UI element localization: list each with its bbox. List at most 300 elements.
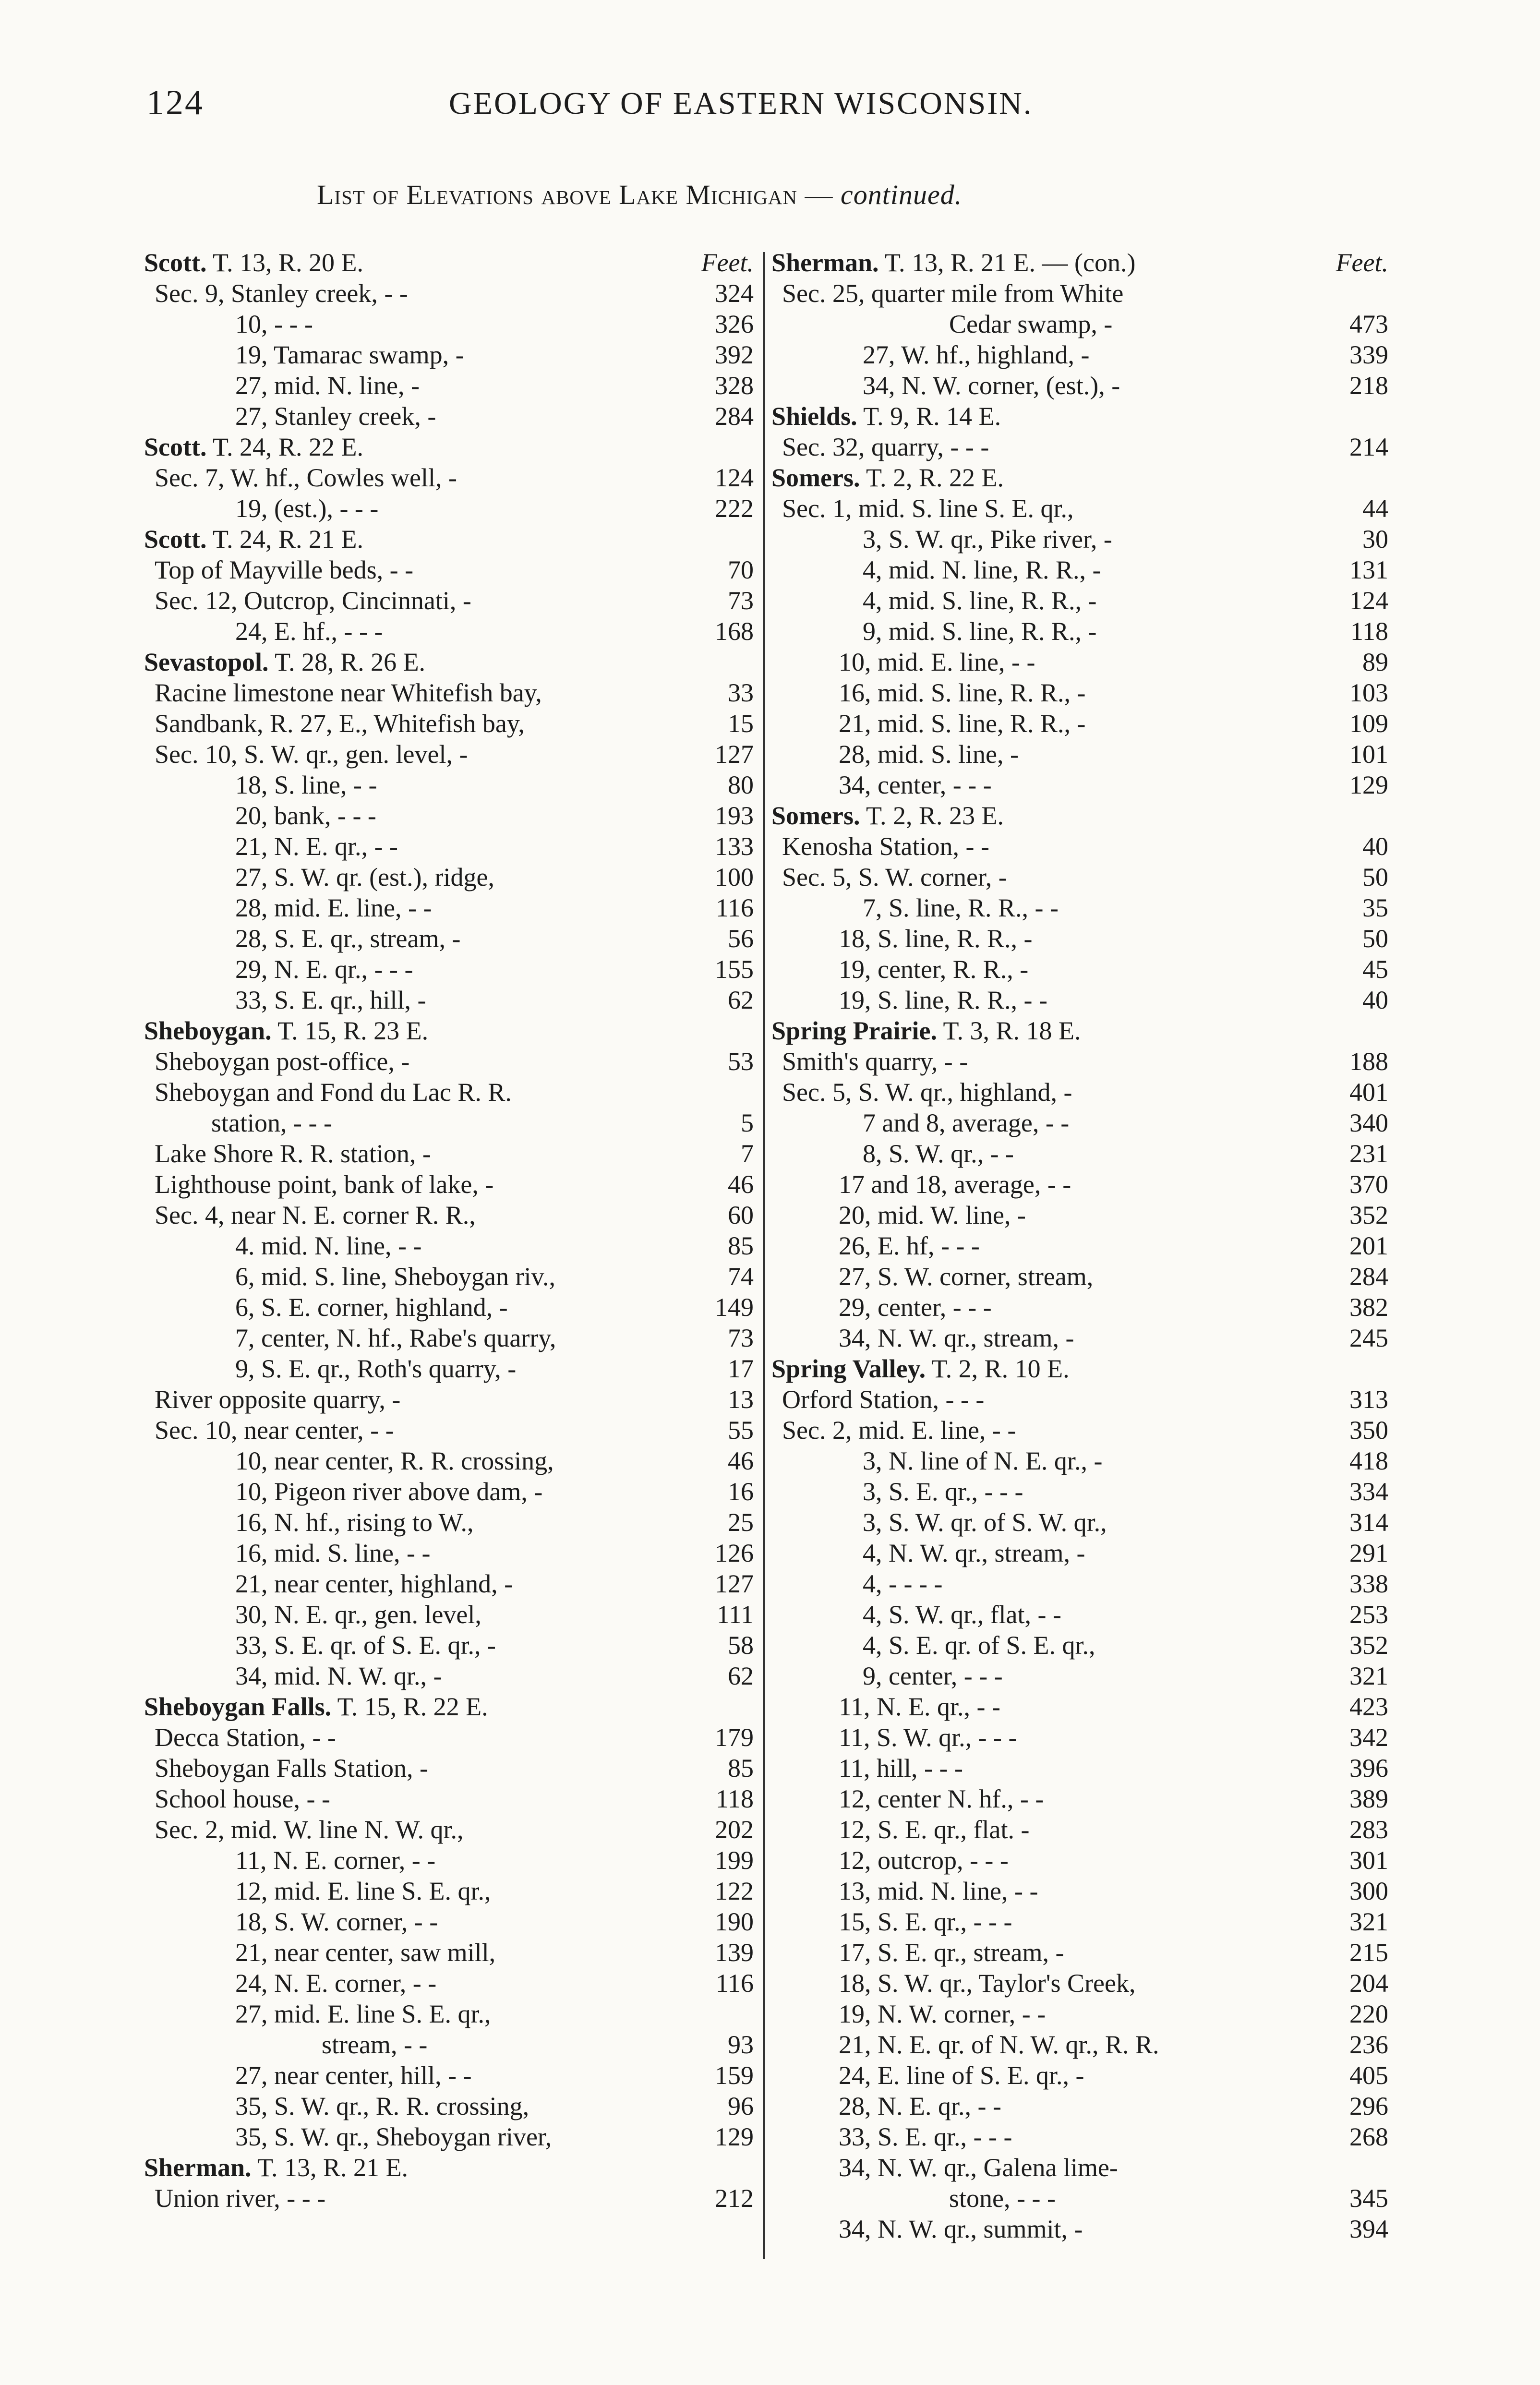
location-text: 28, S. E. qr., stream, - <box>235 924 461 953</box>
location-text: Sec. 4, near N. E. corner R. R., <box>155 1201 476 1229</box>
township-range: T. 13, R. 20 E. <box>206 248 363 277</box>
elevation-value: 231 <box>1349 1139 1388 1168</box>
elevation-row <box>144 309 754 339</box>
location-text: 27, S. W. qr. (est.), ridge, <box>235 863 494 891</box>
elevation-value: 326 <box>715 310 754 338</box>
elevation-value: 109 <box>1349 709 1388 738</box>
elevation-value: 127 <box>715 740 754 769</box>
elevation-row <box>771 2060 1388 2091</box>
elevation-row <box>771 954 1388 985</box>
elevation-row <box>144 1630 754 1661</box>
elevation-value: 93 <box>728 2030 754 2059</box>
page-number: 124 <box>146 83 204 122</box>
elevation-value: 155 <box>715 955 754 984</box>
elevation-value: 179 <box>715 1723 754 1752</box>
heading-text <box>144 247 363 278</box>
location-text: 28, mid. S. line, - <box>839 740 1019 769</box>
elevation-row <box>771 1077 1388 1108</box>
location-text: 34, center, - - - <box>839 771 992 799</box>
elevation-row <box>144 1230 754 1261</box>
location-text: 20, bank, - - - <box>235 801 376 830</box>
elevation-value: 212 <box>715 2184 754 2213</box>
elevation-row <box>771 1906 1388 1937</box>
location-text: 34, mid. N. W. qr., - <box>235 1662 442 1690</box>
town-name: Spring Valley. <box>771 1354 926 1383</box>
elevation-row <box>144 1661 754 1691</box>
location-text: 18, S. W. qr., Taylor's Creek, <box>839 1969 1136 1998</box>
township-heading <box>771 800 1388 831</box>
location-text: 33, S. E. qr., - - - <box>839 2122 1012 2151</box>
township-heading <box>771 1015 1388 1046</box>
elevation-row <box>144 1353 754 1384</box>
location-text: 16, mid. S. line, R. R., - <box>839 678 1086 707</box>
elevation-value: 124 <box>1349 586 1388 615</box>
elevation-value: 124 <box>715 463 754 492</box>
elevation-row <box>771 1046 1388 1077</box>
elevation-row <box>771 1937 1388 1968</box>
subtitle-main: List of Elevations above Lake Michigan — <box>317 179 833 210</box>
location-text: 27, W. hf., highland, - <box>863 340 1090 369</box>
elevation-row <box>144 1538 754 1568</box>
township-heading <box>144 524 754 554</box>
location-text: Decca Station, - - <box>155 1723 336 1752</box>
township-range: T. 13, R. 21 E. — (con.) <box>878 248 1136 277</box>
heading-text <box>144 524 363 554</box>
elevation-row <box>144 1599 754 1630</box>
elevation-value: 40 <box>1362 832 1388 861</box>
elevation-row <box>771 708 1388 739</box>
elevation-value: 334 <box>1349 1477 1388 1506</box>
heading-text <box>771 1353 1070 1384</box>
elevation-row <box>771 770 1388 800</box>
elevation-row <box>771 985 1388 1015</box>
location-text: 21, near center, highland, - <box>235 1569 513 1598</box>
heading-text <box>771 247 1135 278</box>
location-text: 4, mid. S. line, R. R., - <box>863 586 1097 615</box>
elevation-value: 5 <box>741 1108 754 1137</box>
elevation-value: 101 <box>1349 740 1388 769</box>
location-text: 9, center, - - - <box>863 1662 1003 1690</box>
elevation-row <box>144 1138 754 1169</box>
elevation-row <box>771 831 1388 862</box>
township-range: T. 15, R. 23 E. <box>271 1016 429 1045</box>
location-text: 4, S. E. qr. of S. E. qr., <box>863 1631 1095 1660</box>
elevation-row <box>771 2029 1388 2060</box>
elevation-value: 159 <box>715 2061 754 2090</box>
location-text: 16, mid. S. line, - - <box>235 1539 431 1567</box>
location-text: Smith's quarry, - - <box>782 1047 968 1076</box>
elevation-value: 53 <box>728 1047 754 1076</box>
elevation-value: 103 <box>1349 678 1388 707</box>
location-text: 24, N. E. corner, - - <box>235 1969 437 1998</box>
elevation-value: 423 <box>1349 1692 1388 1721</box>
elevation-row <box>144 339 754 370</box>
elevation-row <box>771 370 1388 401</box>
location-text: Union river, - - - <box>155 2184 326 2213</box>
elevation-value: 149 <box>715 1293 754 1322</box>
elevation-row <box>144 1200 754 1230</box>
elevation-row <box>144 2183 754 2214</box>
elevation-value: 352 <box>1349 1201 1388 1229</box>
location-text: Orford Station, - - - <box>782 1385 985 1414</box>
location-text: 33, S. E. qr., hill, - <box>235 986 426 1014</box>
location-text: 19, center, R. R., - <box>839 955 1029 984</box>
location-text: 10, - - - <box>235 310 313 338</box>
elevation-row <box>144 462 754 493</box>
location-text: Sec. 5, S. W. qr., highland, - <box>782 1078 1072 1107</box>
location-text: Sheboygan post-office, - <box>155 1047 410 1076</box>
location-text: Cedar swamp, - <box>949 310 1113 338</box>
location-text: station, - - - <box>211 1108 332 1137</box>
location-text: 11, S. W. qr., - - - <box>839 1723 1017 1752</box>
elevation-row <box>144 1384 754 1415</box>
elevation-row <box>144 1783 754 1814</box>
elevation-row <box>144 1415 754 1445</box>
location-text: stream, - - <box>322 2030 428 2059</box>
elevation-value: 268 <box>1349 2122 1388 2151</box>
elevation-value: 199 <box>715 1846 754 1875</box>
elevation-value: 283 <box>1349 1815 1388 1844</box>
elevation-value: 370 <box>1349 1170 1388 1199</box>
elevation-row <box>144 1814 754 1845</box>
elevation-value: 321 <box>1349 1662 1388 1690</box>
location-text: 18, S. line, - - <box>235 771 377 799</box>
elevation-value: 89 <box>1362 648 1388 676</box>
elevation-value: 188 <box>1349 1047 1388 1076</box>
location-text: 21, N. E. qr. of N. W. qr., R. R. <box>839 2030 1159 2059</box>
location-text: 27, near center, hill, - - <box>235 2061 472 2090</box>
elevation-value: 350 <box>1349 1416 1388 1445</box>
location-text: stone, - - - <box>949 2184 1056 2213</box>
location-text: 19, Tamarac swamp, - <box>235 340 464 369</box>
elevation-row <box>771 432 1388 462</box>
location-text: 4, mid. N. line, R. R., - <box>863 555 1101 584</box>
location-text: 21, N. E. qr., - - <box>235 832 398 861</box>
feet-unit-label: Feet. <box>701 248 754 277</box>
elevation-row <box>144 954 754 985</box>
elevation-value: 338 <box>1349 1569 1388 1598</box>
column-divider <box>763 252 765 2259</box>
location-text: 6, S. E. corner, highland, - <box>235 1293 508 1322</box>
elevation-value: 301 <box>1349 1846 1388 1875</box>
location-text: Kenosha Station, - - <box>782 832 989 861</box>
location-text: 4. mid. N. line, - - <box>235 1231 422 1260</box>
elevation-row <box>771 1384 1388 1415</box>
location-text: 3, S. E. qr., - - - <box>863 1477 1023 1506</box>
elevation-row <box>771 1661 1388 1691</box>
elevation-value: 127 <box>715 1569 754 1598</box>
location-text: Sec. 10, S. W. qr., gen. level, - <box>155 740 468 769</box>
elevation-row <box>771 554 1388 585</box>
elevation-row <box>144 1999 754 2029</box>
elevation-value: 284 <box>1349 1262 1388 1291</box>
elevation-row <box>144 1845 754 1876</box>
elevation-value: 17 <box>728 1354 754 1383</box>
town-name: Sheboygan Falls. <box>144 1692 332 1721</box>
location-text: 35, S. W. qr., Sheboygan river, <box>235 2122 552 2151</box>
elevation-value: 345 <box>1349 2184 1388 2213</box>
location-text: 35, S. W. qr., R. R. crossing, <box>235 2092 529 2120</box>
township-heading <box>144 647 754 677</box>
location-text: 17, S. E. qr., stream, - <box>839 1938 1064 1967</box>
elevation-value: 202 <box>715 1815 754 1844</box>
location-text: Sec. 7, W. hf., Cowles well, - <box>155 463 457 492</box>
heading-text <box>771 401 1001 432</box>
location-text: 28, N. E. qr., - - <box>839 2092 1001 2120</box>
township-heading <box>144 1691 754 1722</box>
elevation-value: 116 <box>716 893 754 922</box>
elevation-value: 190 <box>715 1907 754 1936</box>
elevation-row <box>771 1876 1388 1906</box>
location-text: 33, S. E. qr. of S. E. qr., - <box>235 1631 496 1660</box>
township-heading <box>144 247 754 278</box>
elevation-value: 473 <box>1349 310 1388 338</box>
elevation-value: 129 <box>1349 771 1388 799</box>
location-text: 12, center N. hf., - - <box>839 1784 1044 1813</box>
elevation-row <box>144 831 754 862</box>
elevation-value: 25 <box>728 1508 754 1537</box>
elevation-row <box>144 1722 754 1753</box>
township-heading <box>144 2152 754 2183</box>
elevation-value: 118 <box>716 1784 754 1813</box>
location-text: 18, S. line, R. R., - <box>839 924 1033 953</box>
location-text: 4, S. W. qr., flat, - - <box>863 1600 1061 1629</box>
location-text: 30, N. E. qr., gen. level, <box>235 1600 481 1629</box>
elevation-row <box>144 493 754 524</box>
elevation-row <box>771 739 1388 770</box>
location-text: Racine limestone near Whitefish bay, <box>155 678 542 707</box>
location-text: 10, near center, R. R. crossing, <box>235 1446 554 1475</box>
location-text: 17 and 18, average, - - <box>839 1170 1071 1199</box>
elevation-value: 392 <box>715 340 754 369</box>
location-text: Sec. 12, Outcrop, Cincinnati, - <box>155 586 471 615</box>
elevation-row <box>144 1108 754 1138</box>
elevation-row <box>144 2121 754 2152</box>
elevation-row <box>771 1753 1388 1783</box>
elevation-row <box>144 677 754 708</box>
location-text: 34, N. W. qr., Galena lime- <box>839 2153 1118 2182</box>
elevation-value: 96 <box>728 2092 754 2120</box>
location-text: 11, N. E. corner, - - <box>235 1846 436 1875</box>
location-text: 3, S. W. qr. of S. W. qr., <box>863 1508 1107 1537</box>
elevation-value: 131 <box>1349 555 1388 584</box>
elevation-value: 342 <box>1349 1723 1388 1752</box>
location-text: 24, E. line of S. E. qr., - <box>839 2061 1084 2090</box>
elevation-row <box>771 892 1388 923</box>
elevation-value: 85 <box>728 1754 754 1783</box>
elevation-row <box>144 739 754 770</box>
elevation-value: 396 <box>1349 1754 1388 1783</box>
location-text: Sec. 5, S. W. corner, - <box>782 863 1007 891</box>
elevation-row <box>771 1200 1388 1230</box>
elevation-row <box>771 1292 1388 1323</box>
elevation-row <box>144 1968 754 1999</box>
township-heading <box>771 401 1388 432</box>
elevation-value: 35 <box>1362 893 1388 922</box>
elevation-row <box>144 770 754 800</box>
location-text: 9, mid. S. line, R. R., - <box>863 617 1097 646</box>
elevation-value: 321 <box>1349 1907 1388 1936</box>
elevation-value: 389 <box>1349 1784 1388 1813</box>
town-name: Sevastopol. <box>144 648 269 676</box>
location-text: 34, N. W. qr., stream, - <box>839 1324 1074 1352</box>
elevation-row <box>144 985 754 1015</box>
elevation-row <box>144 1568 754 1599</box>
elevation-row <box>144 1753 754 1783</box>
elevation-value: 215 <box>1349 1938 1388 1967</box>
township-range: T. 24, R. 21 E. <box>206 525 363 554</box>
elevation-value: 328 <box>715 371 754 400</box>
elevation-row <box>144 2029 754 2060</box>
elevation-value: 201 <box>1349 1231 1388 1260</box>
location-text: Sec. 2, mid. W. line N. W. qr., <box>155 1815 464 1844</box>
location-text: 7 and 8, average, - - <box>863 1108 1070 1137</box>
location-text: Top of Mayville beds, - - <box>155 555 414 584</box>
elevation-row <box>771 862 1388 892</box>
location-text: 21, mid. S. line, R. R., - <box>839 709 1086 738</box>
elevation-value: 111 <box>717 1600 754 1629</box>
township-heading <box>771 462 1388 493</box>
elevation-row <box>144 2091 754 2121</box>
location-text: 27, Stanley creek, - <box>235 402 436 431</box>
elevation-row <box>771 1968 1388 1999</box>
elevation-value: 401 <box>1349 1078 1388 1107</box>
heading-text <box>144 1691 488 1722</box>
elevation-value: 245 <box>1349 1324 1388 1352</box>
township-range: T. 24, R. 22 E. <box>206 433 363 461</box>
elevation-value: 80 <box>728 771 754 799</box>
elevation-row <box>771 2183 1388 2214</box>
location-text: Lighthouse point, bank of lake, - <box>155 1170 494 1199</box>
location-text: 7, center, N. hf., Rabe's quarry, <box>235 1324 556 1352</box>
location-text: 29, center, - - - <box>839 1293 992 1322</box>
elevation-value: 126 <box>715 1539 754 1567</box>
heading-text <box>144 2152 408 2183</box>
elevation-value: 62 <box>728 1662 754 1690</box>
location-text: Sec. 9, Stanley creek, - - <box>155 279 408 308</box>
elevation-value: 40 <box>1362 986 1388 1014</box>
elevation-value: 46 <box>728 1446 754 1475</box>
town-name: Shields. <box>771 402 857 431</box>
elevation-value: 16 <box>728 1477 754 1506</box>
elevation-row <box>771 1445 1388 1476</box>
elevation-value: 58 <box>728 1631 754 1660</box>
heading-text <box>771 462 1004 493</box>
elevation-value: 168 <box>715 617 754 646</box>
location-text: Sec. 10, near center, - - <box>155 1416 394 1445</box>
location-text: 28, mid. E. line, - - <box>235 893 432 922</box>
elevation-row <box>144 923 754 954</box>
town-name: Sherman. <box>144 2153 252 2182</box>
elevation-row <box>771 1415 1388 1445</box>
heading-text <box>144 647 425 677</box>
township-range: T. 9, R. 14 E. <box>857 402 1001 431</box>
town-name: Spring Prairie. <box>771 1016 937 1045</box>
location-text: Sheboygan and Fond du Lac R. R. <box>155 1078 512 1107</box>
town-name: Scott. <box>144 433 207 461</box>
elevation-value: 291 <box>1349 1539 1388 1567</box>
elevation-value: 296 <box>1349 2092 1388 2120</box>
elevation-value: 122 <box>715 1877 754 1905</box>
section-subtitle <box>317 179 962 211</box>
elevation-value: 133 <box>715 832 754 861</box>
location-text: 11, hill, - - - <box>839 1754 963 1783</box>
location-text: 29, N. E. qr., - - - <box>235 955 413 984</box>
location-text: 4, N. W. qr., stream, - <box>863 1539 1085 1567</box>
location-text: 34, N. W. qr., summit, - <box>839 2215 1083 2243</box>
elevation-value: 50 <box>1362 863 1388 891</box>
location-text: 18, S. W. corner, - - <box>235 1907 438 1936</box>
elevation-row <box>144 401 754 432</box>
feet-unit-label: Feet. <box>1335 248 1388 277</box>
township-heading <box>144 1015 754 1046</box>
location-text: 10, mid. E. line, - - <box>839 648 1035 676</box>
location-text: 19, N. W. corner, - - <box>839 2000 1046 2028</box>
location-text: Sec. 32, quarry, - - - <box>782 433 989 461</box>
elevation-row <box>771 1169 1388 1200</box>
left-column <box>144 247 754 2214</box>
elevation-row <box>771 1722 1388 1753</box>
elevation-row <box>144 1046 754 1077</box>
subtitle-continued: continued. <box>841 179 962 210</box>
township-heading <box>771 1353 1388 1384</box>
location-text: 20, mid. W. line, - <box>839 1201 1026 1229</box>
elevation-row <box>144 1261 754 1292</box>
elevation-value: 218 <box>1349 371 1388 400</box>
location-text: 24, E. hf., - - - <box>235 617 383 646</box>
elevation-row <box>144 1876 754 1906</box>
elevation-row <box>144 370 754 401</box>
right-column <box>771 247 1388 2244</box>
location-text: 21, near center, saw mill, <box>235 1938 496 1967</box>
town-name: Scott. <box>144 525 207 554</box>
elevation-value: 394 <box>1349 2215 1388 2243</box>
elevation-value: 313 <box>1349 1385 1388 1414</box>
location-text: 12, mid. E. line S. E. qr., <box>235 1877 491 1905</box>
elevation-value: 204 <box>1349 1969 1388 1998</box>
elevation-row <box>771 2152 1388 2183</box>
elevation-value: 46 <box>728 1170 754 1199</box>
elevation-row <box>144 1445 754 1476</box>
location-text: 12, S. E. qr., flat. - <box>839 1815 1030 1844</box>
elevation-value: 60 <box>728 1201 754 1229</box>
elevation-value: 339 <box>1349 340 1388 369</box>
elevation-value: 73 <box>728 1324 754 1352</box>
elevation-row <box>771 2214 1388 2244</box>
elevation-value: 30 <box>1362 525 1388 554</box>
elevation-row <box>771 1691 1388 1722</box>
elevation-row <box>771 616 1388 647</box>
elevation-row <box>771 1230 1388 1261</box>
location-text: Sec. 1, mid. S. line S. E. qr., <box>782 494 1074 523</box>
elevation-value: 193 <box>715 801 754 830</box>
elevation-row <box>771 1507 1388 1538</box>
elevation-value: 324 <box>715 279 754 308</box>
elevation-row <box>144 892 754 923</box>
elevation-row <box>771 1261 1388 1292</box>
elevation-row <box>771 2121 1388 2152</box>
location-text: 19, (est.), - - - <box>235 494 379 523</box>
town-name: Sherman. <box>771 248 879 277</box>
elevation-value: 284 <box>715 402 754 431</box>
elevation-value: 85 <box>728 1231 754 1260</box>
elevation-row <box>144 585 754 616</box>
elevation-row <box>771 524 1388 554</box>
elevation-value: 56 <box>728 924 754 953</box>
heading-text <box>771 1015 1081 1046</box>
location-text: 4, - - - - <box>863 1569 943 1598</box>
elevation-row <box>771 1630 1388 1661</box>
